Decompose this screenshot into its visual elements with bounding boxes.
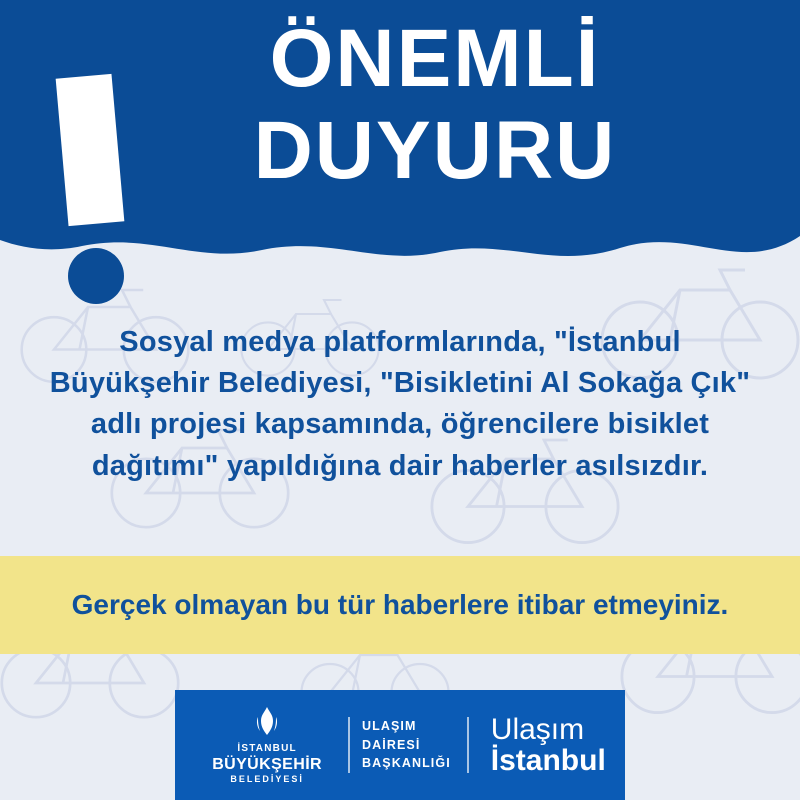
highlight-band (0, 556, 800, 654)
footer-logo-bar (175, 690, 625, 800)
main-message: Sosyal medya platformlarında, "İstanbul Büyükşehir Belediyesi, "Bisikletini Al Sokağa Çık" adlı projesi kapsamında, öğrencilere bisiklet dağıtımı" yapıldığına dair haberler asılsızdır. (49, 326, 751, 482)
brand-line-1: Ulaşım (490, 712, 585, 746)
page-title-line-1: ÖNEMLİ (269, 13, 601, 104)
logo-divider-left (348, 717, 350, 773)
department-line-3: BAŞKANLIĞI (362, 756, 451, 771)
department-line-1: ULAŞIM (362, 718, 417, 733)
ibb-logo-line-3: BELEDİYESİ (230, 773, 304, 784)
highlight-text: Gerçek olmayan bu tür haberlere itibar etmeyiniz. (71, 589, 729, 621)
header-banner (0, 0, 800, 300)
exclamation-dot-icon (68, 248, 124, 304)
ibb-logo (194, 705, 336, 786)
department-label (362, 717, 455, 773)
ulasim-istanbul-brand (481, 714, 606, 777)
ibb-logo-line-1: İSTANBUL (237, 742, 297, 754)
logo-divider-right (467, 717, 469, 773)
brand-line-2: İstanbul (490, 744, 606, 777)
ibb-logo-line-2: BÜYÜKŞEHİR (212, 755, 322, 773)
department-line-2: DAİRESİ (362, 737, 421, 752)
istanbul-tulip-emblem-icon (250, 705, 284, 739)
page-title-line-2: DUYURU (253, 105, 617, 196)
